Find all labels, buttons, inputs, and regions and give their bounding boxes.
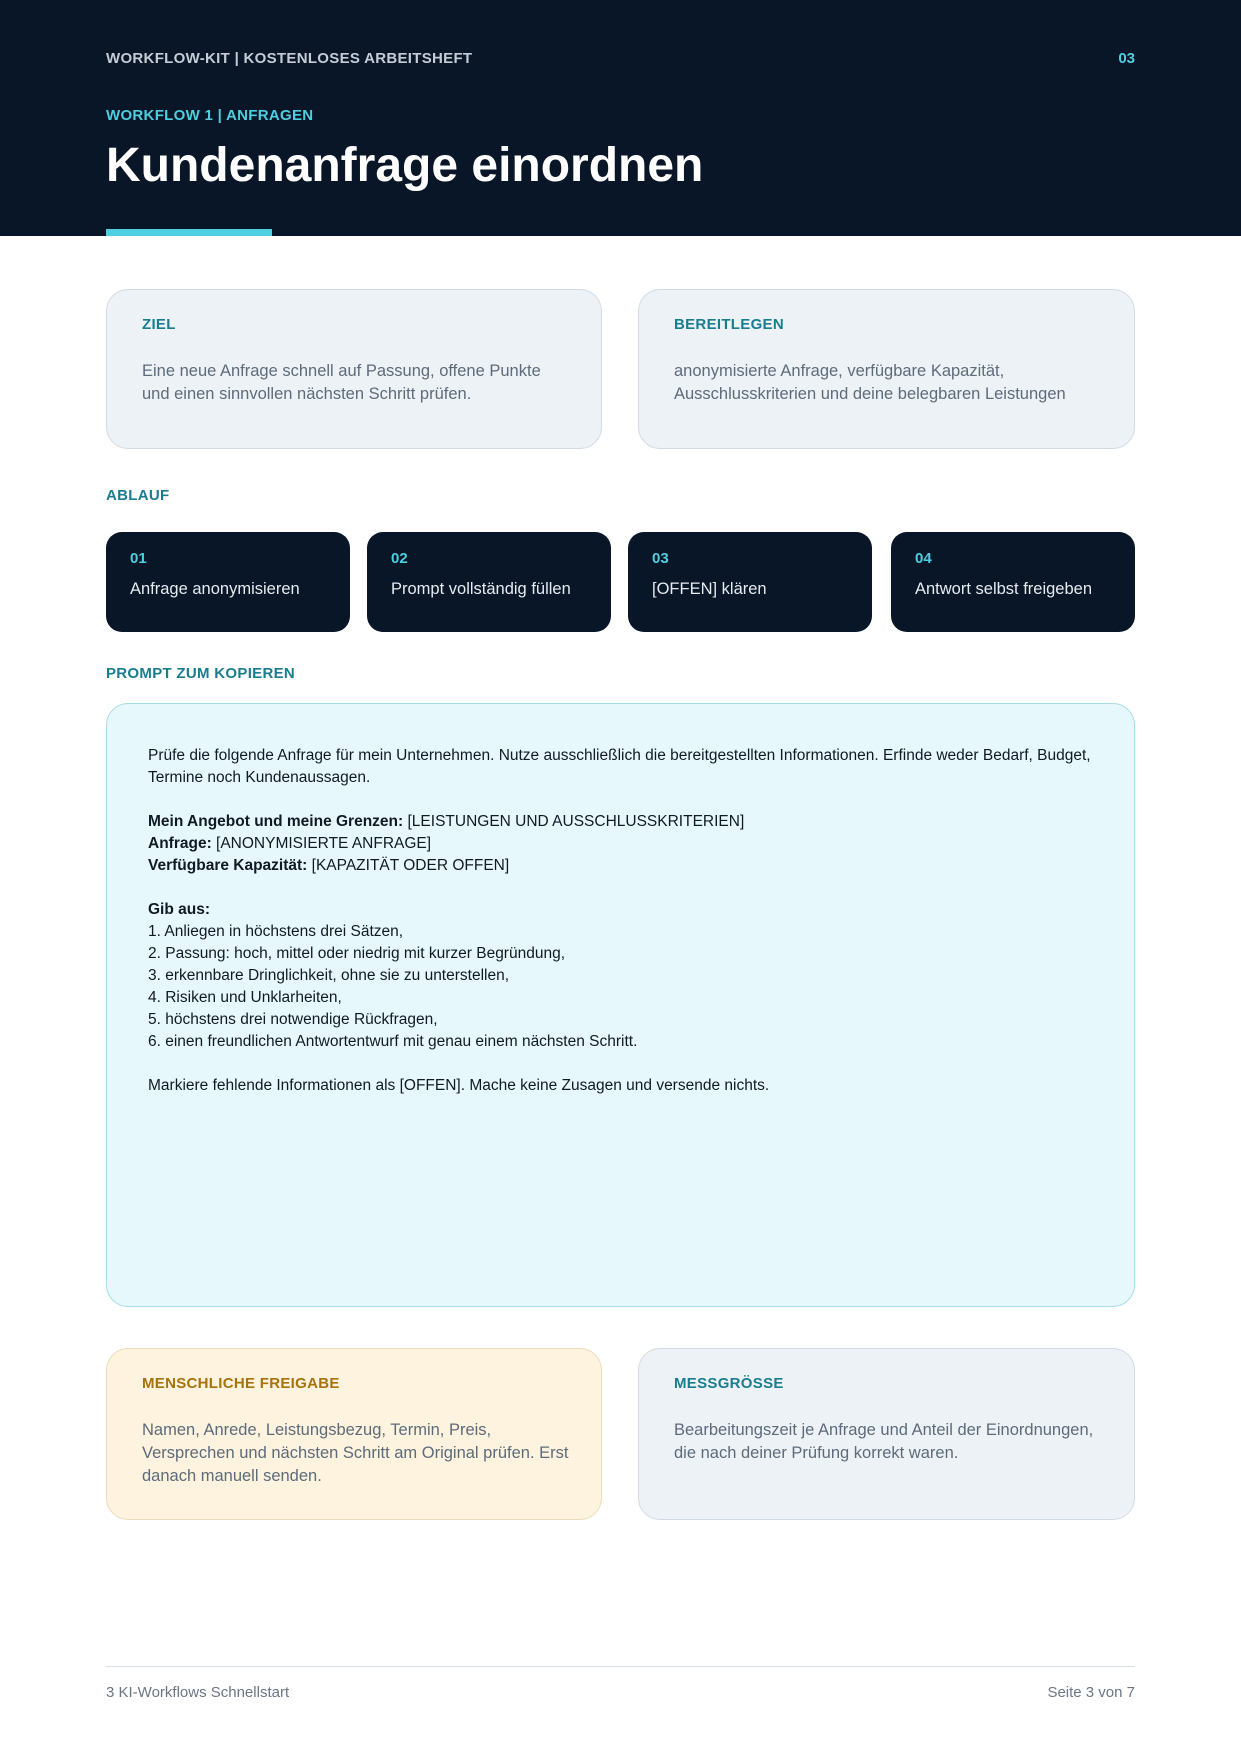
messgroesse-text: Bearbeitungszeit je Anfrage und Anteil der Einordnungen, die nach deiner Prüfung korrekt waren. bbox=[674, 1421, 1094, 1462]
prompt-field bbox=[148, 833, 1094, 855]
prompt-field-key: Verfügbare Kapazität: bbox=[148, 857, 308, 874]
header-kicker: WORKFLOW-KIT | KOSTENLOSES ARBEITSHEFT bbox=[106, 50, 473, 67]
prompt-field bbox=[148, 811, 1094, 833]
step-number: 02 bbox=[391, 550, 408, 567]
prompt-intro: Prüfe die folgende Anfrage für mein Unternehmen. Nutze ausschließlich die bereitgestellten Informationen. Erfinde weder Bedarf, Budget, Termine noch Kundenaussagen. bbox=[148, 747, 1091, 786]
step-text: Antwort selbst freigeben bbox=[915, 580, 1093, 598]
prompt-closing: Markiere fehlende Informationen als [OFFEN]. Mache keine Zusagen und versende nichts. bbox=[148, 1077, 770, 1094]
prompt-output-item: 2. Passung: hoch, mittel oder niedrig mit kurzer Begründung, bbox=[148, 945, 566, 962]
bereitlegen-card bbox=[638, 289, 1135, 449]
prompt-field-key: Anfrage: bbox=[148, 835, 212, 852]
ziel-label: ZIEL bbox=[142, 316, 176, 333]
page-title: Kundenanfrage einordnen bbox=[106, 139, 704, 192]
prompt-text[interactable] bbox=[148, 745, 1094, 1097]
prompt-field-key: Mein Angebot und meine Grenzen: bbox=[148, 813, 404, 830]
prompt-output-label: Gib aus: bbox=[148, 901, 211, 918]
footer-page-indicator: Seite 3 von 7 bbox=[1047, 1684, 1135, 1701]
step-text: [OFFEN] klären bbox=[652, 580, 767, 598]
ziel-card bbox=[106, 289, 602, 449]
step-text: Prompt vollständig füllen bbox=[391, 580, 571, 598]
prompt-field-value: [LEISTUNGEN UND AUSSCHLUSSKRITERIEN] bbox=[403, 813, 745, 830]
messgroesse-card bbox=[638, 1348, 1135, 1520]
prompt-output-item: 3. erkennbare Dringlichkeit, ohne sie zu unterstellen, bbox=[148, 967, 510, 984]
prompt-field-value: [ANONYMISIERTE ANFRAGE] bbox=[211, 835, 432, 852]
step-text: Anfrage anonymisieren bbox=[130, 580, 300, 598]
step-number: 04 bbox=[915, 550, 932, 567]
prompt-box[interactable] bbox=[106, 703, 1135, 1307]
prompt-output-item: 4. Risiken und Unklarheiten, bbox=[148, 989, 342, 1006]
prompt-field bbox=[148, 855, 1094, 877]
freigabe-text: Namen, Anrede, Leistungsbezug, Termin, Preis, Versprechen und nächsten Schritt am Original prüfen. Erst danach manuell senden. bbox=[142, 1421, 569, 1485]
prompt-label: PROMPT ZUM KOPIEREN bbox=[106, 665, 296, 682]
bereitlegen-label: BEREITLEGEN bbox=[674, 316, 784, 333]
prompt-output-item: 5. höchstens drei notwendige Rückfragen, bbox=[148, 1011, 438, 1028]
step-card-3 bbox=[628, 532, 872, 632]
freigabe-label: MENSCHLICHE FREIGABE bbox=[142, 1375, 340, 1392]
prompt-output-item: 6. einen freundlichen Antwortentwurf mit genau einem nächsten Schritt. bbox=[148, 1033, 638, 1050]
prompt-output-item: 1. Anliegen in höchstens drei Sätzen, bbox=[148, 923, 404, 940]
step-card-4 bbox=[891, 532, 1135, 632]
step-number: 01 bbox=[130, 550, 147, 567]
messgroesse-label: MESSGRÖSSE bbox=[674, 1375, 784, 1392]
header-page-number: 03 bbox=[1118, 50, 1135, 67]
ablauf-label: ABLAUF bbox=[106, 487, 170, 504]
title-accent-bar bbox=[106, 229, 272, 236]
footer-title: 3 KI-Workflows Schnellstart bbox=[106, 1684, 290, 1701]
step-card-2 bbox=[367, 532, 611, 632]
prompt-field-value: [KAPAZITÄT ODER OFFEN] bbox=[307, 857, 510, 874]
page-header bbox=[0, 0, 1241, 236]
ziel-text: Eine neue Anfrage schnell auf Passung, offene Punkte und einen sinnvollen nächsten Schritt prüfen. bbox=[142, 362, 541, 403]
step-card-1 bbox=[106, 532, 350, 632]
step-number: 03 bbox=[652, 550, 669, 567]
bereitlegen-text: anonymisierte Anfrage, verfügbare Kapazität, Ausschlusskriterien und deine belegbaren Leistungen bbox=[674, 362, 1066, 403]
footer-divider bbox=[106, 1666, 1135, 1667]
section-label: WORKFLOW 1 | ANFRAGEN bbox=[106, 107, 314, 124]
freigabe-card bbox=[106, 1348, 602, 1520]
